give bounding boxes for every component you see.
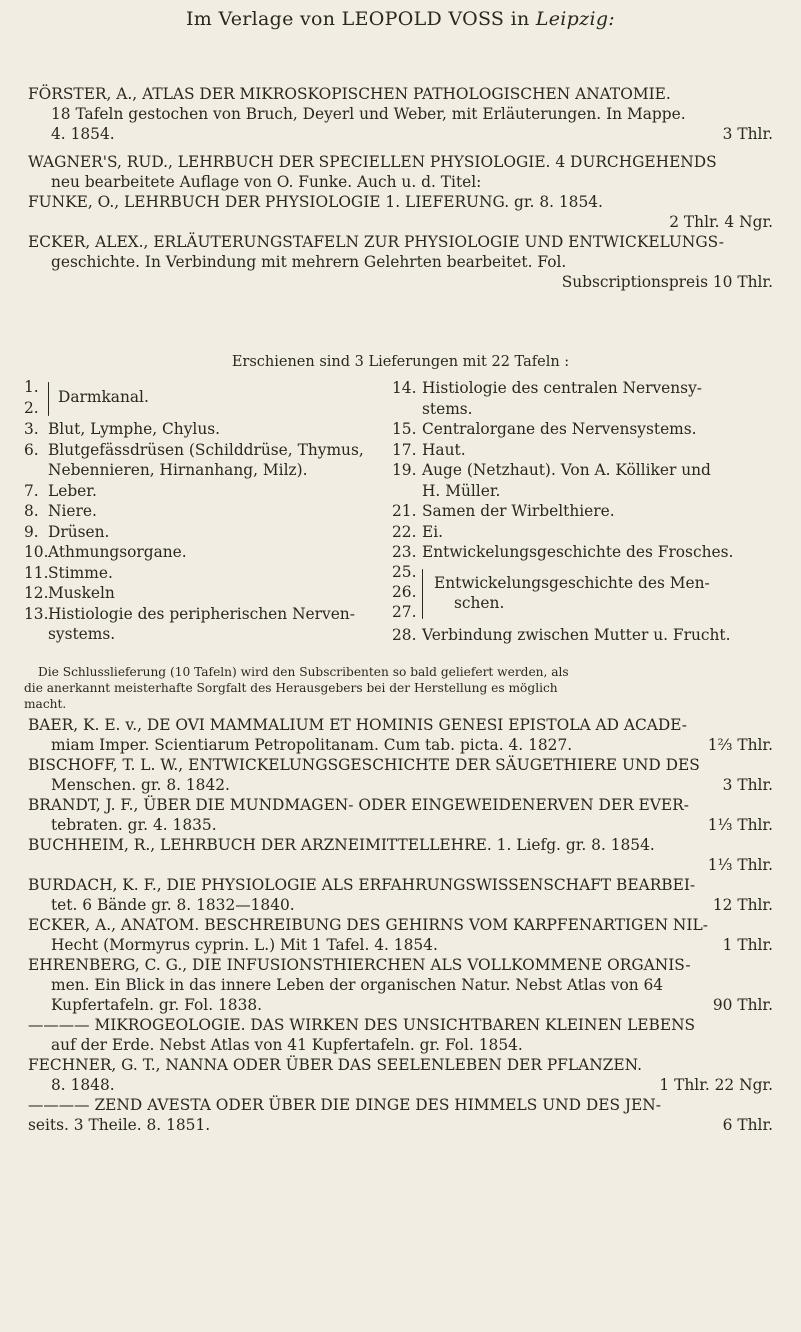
list-item: 19. Auge (Netzhaut). Von A. Kölliker und (392, 461, 711, 479)
item-number: 27. (392, 602, 417, 621)
list-item: stems. (422, 399, 473, 418)
entry-line: BRANDT, J. F., ÜBER DIE MUNDMAGEN- ODER EINGEWEIDENERVEN DER EVER- (28, 796, 689, 814)
subscription-note (24, 664, 774, 712)
list-item: 21. Samen der Wirbelthiere. (392, 502, 615, 520)
list-item: systems. (48, 625, 116, 643)
note-line: die anerkannt meisterhafte Sorgfalt des Herausgebers bei der Herstellung es möglich (24, 681, 558, 695)
entry-line: Hecht (Mormyrus cyprin. L.) Mit 1 Tafel. 4. 1854. 1 Thlr. (51, 936, 773, 954)
entry-line: neu bearbeitete Auflage von O. Funke. Auch u. d. Titel: (51, 173, 482, 191)
entry-line: tebraten. gr. 4. 1835. 1⅓ Thlr. (51, 816, 773, 834)
note-line: macht. (24, 697, 67, 711)
entry-line: seits. 3 Theile. 8. 1851. 6 Thlr. (28, 1116, 773, 1134)
entry-line: miam Imper. Scientiarum Petropolitanam. Cum tab. picta. 4. 1827. 1⅔ Thlr. (51, 736, 773, 754)
entry-line: ECKER, A., ANATOM. BESCHREIBUNG DES GEHIRNS VOM KARPFENARTIGEN NIL- (28, 916, 708, 934)
entry-price: Subscriptionspreis 10 Thlr. (561, 273, 773, 291)
entry-text: 4. 1854. (51, 125, 115, 143)
entry-line: EHRENBERG, C. G., DIE INFUSIONSTHIERCHEN ALS VOLLKOMMENE ORGANIS- (28, 956, 691, 974)
list-item: 10.Athmungsorgane. (24, 543, 187, 561)
entry-line: geschichte. In Verbindung mit mehrern Gelehrten bearbeitet. Fol. (51, 253, 567, 271)
list-item: 8. Niere. (24, 502, 97, 520)
list-item: 15. Centralorgane des Nervensystems. (392, 420, 697, 438)
item-number: 26. (392, 582, 417, 601)
list-item: 17. Haut. (392, 440, 466, 459)
brace (422, 569, 423, 619)
note-line: Die Schlusslieferung (10 Tafeln) wird den Subscribenten so bald geliefert werden, als (38, 665, 569, 679)
item-text: schen. (454, 593, 505, 612)
entwickelung-group (392, 563, 777, 625)
entry-line: 18 Tafeln gestochen von Bruch, Deyerl und Weber, mit Erläuterungen. In Mappe. (51, 105, 686, 123)
list-item: 7. Leber. (24, 481, 97, 500)
right-contents-list (392, 378, 777, 645)
item-number: 2. (24, 399, 39, 417)
entry-line: FECHNER, G. T., NANNA ODER ÜBER DAS SEELENLEBEN DER PFLANZEN. (28, 1056, 642, 1074)
entry-line (28, 124, 773, 144)
publisher-city: Leipzig: (535, 8, 615, 30)
list-item: Nebennieren, Hirnanhang, Milz). (48, 461, 308, 479)
list-item: H. Müller. (422, 481, 501, 500)
entry-line: FÖRSTER, A., ATLAS DER MIKROSKOPISCHEN PATHOLOGISCHEN ANATOMIE. (28, 85, 671, 103)
item-number: 1. (24, 378, 39, 396)
bottom-entries (28, 715, 773, 1135)
list-item: 13.Histiologie des peripherischen Nerven- (24, 604, 355, 623)
list-item: 3. Blut, Lymphe, Chylus. (24, 420, 221, 438)
entry-line: ECKER, ALEX., ERLÄUTERUNGSTAFELN ZUR PHYSIOLOGIE UND ENTWICKELUNGS- (28, 233, 724, 251)
entry-line: Menschen. gr. 8. 1842. 3 Thlr. (51, 776, 773, 794)
publisher-prefix: Im Verlage von LEOPOLD VOSS in (186, 8, 530, 30)
list-item: 28. Verbindung zwischen Mutter u. Frucht. (392, 625, 731, 644)
entry-price: 3 Thlr. (722, 125, 773, 143)
list-item: 6. Blutgefässdrüsen (Schilddrüse, Thymus, (24, 440, 364, 459)
brace (48, 382, 49, 416)
entry-line: ———— ZEND AVESTA ODER ÜBER DIE DINGE DES HIMMELS UND DES JEN- (28, 1096, 661, 1114)
entry-line: auf der Erde. Nebst Atlas von 41 Kupfertafeln. gr. Fol. 1854. (51, 1036, 523, 1054)
entry-line: tet. 6 Bände gr. 8. 1832—1840. 12 Thlr. (51, 896, 773, 914)
entry-line: BAER, K. E. v., DE OVI MAMMALIUM ET HOMINIS GENESI EPISTOLA AD ACADE- (28, 716, 687, 734)
entry-line: 8. 1848. 1 Thlr. 22 Ngr. (51, 1076, 773, 1094)
list-item: 9. Drüsen. (24, 522, 110, 541)
subheading: Erschienen sind 3 Lieferungen mit 22 Tafeln : (231, 354, 570, 370)
entry-line: BURDACH, K. F., DIE PHYSIOLOGIE ALS ERFAHRUNGSWISSENSCHAFT BEARBEI- (28, 876, 696, 894)
list-item: 14. Histiologie des centralen Nervensy- (392, 379, 702, 397)
entry-price: 2 Thlr. 4 Ngr. (669, 213, 773, 231)
list-item: 11.Stimme. (24, 563, 113, 582)
entry-line: FUNKE, O., LEHRBUCH DER PHYSIOLOGIE 1. LIEFERUNG. gr. 8. 1854. (28, 193, 603, 211)
entry-line: men. Ein Blick in das innere Leben der organischen Natur. Nebst Atlas von 64 (51, 976, 664, 994)
list-item: 22. Ei. (392, 522, 444, 541)
entry-line: BUCHHEIM, R., LEHRBUCH DER ARZNEIMITTELLEHRE. 1. Liefg. gr. 8. 1854. (28, 836, 655, 854)
item-text: Darmkanal. (58, 388, 149, 406)
list-item: 12.Muskeln (24, 584, 115, 602)
entry-line: 1⅓ Thlr. (707, 856, 773, 874)
item-number: 25. (392, 562, 417, 581)
item-text: Entwickelungsgeschichte des Men- (434, 573, 710, 592)
list-item: 23. Entwickelungsgeschichte des Frosches. (392, 543, 734, 561)
publisher-header (0, 8, 801, 30)
entry-line: ———— MIKROGEOLOGIE. DAS WIRKEN DES UNSICHTBAREN KLEINEN LEBENS (28, 1016, 696, 1034)
left-contents-list (24, 378, 370, 645)
entry-line: Kupfertafeln. gr. Fol. 1838. 90 Thlr. (51, 996, 773, 1014)
entry-line: BISCHOFF, T. L. W., ENTWICKELUNGSGESCHICHTE DER SÄUGETHIERE UND DES (28, 756, 700, 774)
darmkanal-group (24, 378, 370, 419)
entry-line: WAGNER'S, RUD., LEHRBUCH DER SPECIELLEN PHYSIOLOGIE. 4 DURCHGEHENDS (28, 153, 717, 171)
top-entries (28, 84, 773, 292)
